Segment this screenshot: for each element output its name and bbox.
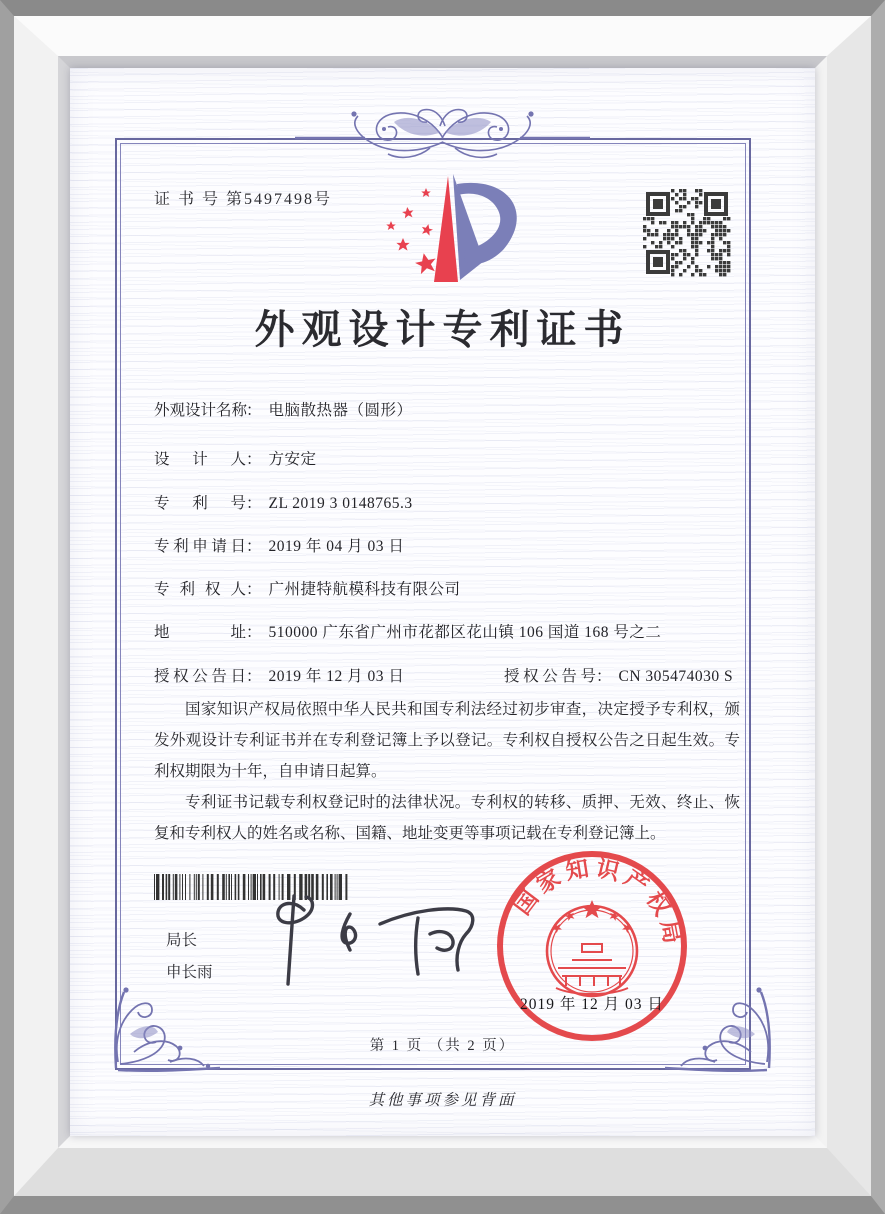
field-colon: ：: [246, 581, 262, 598]
field-colon: ：: [246, 538, 262, 555]
qr-code: [640, 186, 734, 280]
field-design-name: [154, 398, 413, 420]
field-label: 设计人: [154, 451, 246, 468]
body-paragraph-2: 专利证书记载专利权登记时的法律状况。专利权的转移、质押、无效、终止、恢复和专利权人的姓名或名称、国籍、地址变更等事项记载在专利登记簿上。: [154, 794, 740, 842]
field-label: 外观设计名称: [154, 402, 248, 419]
certificate-number: 证 书 号 第5497498号: [154, 191, 333, 208]
field-value: 2019 年 12 月 03 日: [268, 668, 405, 685]
field-colon: ：: [596, 668, 612, 685]
signer-title: 局长: [166, 932, 198, 949]
field-colon: ：: [246, 402, 262, 419]
grant-date-group: [154, 668, 404, 685]
field-colon: ：: [246, 451, 262, 468]
field-value: 广州捷特航模科技有限公司: [268, 581, 461, 598]
logo-stars: [386, 188, 438, 275]
field-label: 授权公告日: [154, 668, 246, 685]
field-patentee: [154, 577, 461, 599]
picture-frame-face: [14, 16, 871, 1196]
field-label: 专利申请日: [154, 538, 246, 555]
picture-frame-bevel: [58, 56, 827, 1148]
back-side-note: 其他事项参见背面: [368, 1092, 517, 1109]
field-value: 电脑散热器（圆形）: [268, 402, 413, 419]
certificate-page: [70, 68, 815, 1136]
field-designer: [154, 447, 317, 469]
commissioner-signature: [258, 884, 490, 992]
field-grant-row: [154, 664, 734, 686]
field-label: 专利权人: [154, 581, 246, 598]
field-value: 510000 广东省广州市花都区花山镇 106 国道 168 号之二: [268, 624, 662, 641]
body-paragraph-1: 国家知识产权局依照中华人民共和国专利法经过初步审查，决定授予专利权，颁发外观设计专利证书并在专利登记簿上予以登记。专利权自授权公告之日起生效。专利权期限为十年，自申请日起算。: [154, 701, 740, 780]
field-colon: ：: [246, 668, 262, 685]
certificate-body: [154, 694, 740, 849]
field-value: ZL 2019 3 0148765.3: [268, 495, 413, 512]
field-colon: ：: [246, 495, 262, 512]
seal-date: 2019 年 12 月 03 日: [520, 996, 664, 1013]
field-value: CN 305474030 S: [618, 668, 734, 685]
certificate-title: 外观设计专利证书: [254, 307, 631, 352]
field-label: 授权公告号: [504, 668, 596, 685]
field-address: [154, 620, 661, 642]
cnipa-logo-icon: [370, 168, 522, 298]
field-colon: ：: [246, 624, 262, 641]
bottom-left-flourish-ornament: [90, 978, 225, 1074]
page-number: 第 1 页 （共 2 页）: [369, 1038, 516, 1054]
field-label: 专利号: [154, 495, 246, 512]
field-filing-date: [154, 534, 404, 556]
signer-name: 申长雨: [166, 964, 213, 981]
field-patent-number: [154, 491, 413, 513]
grant-number-group: [504, 664, 733, 686]
seal-ring-text: 国家知识产权局: [509, 855, 686, 951]
top-center-flourish-ornament: [295, 96, 590, 172]
field-value: 2019 年 04 月 03 日: [268, 538, 405, 555]
cnipa-official-seal: [494, 848, 690, 1044]
field-value: 方安定: [268, 451, 317, 468]
field-label: 地址: [154, 624, 246, 641]
